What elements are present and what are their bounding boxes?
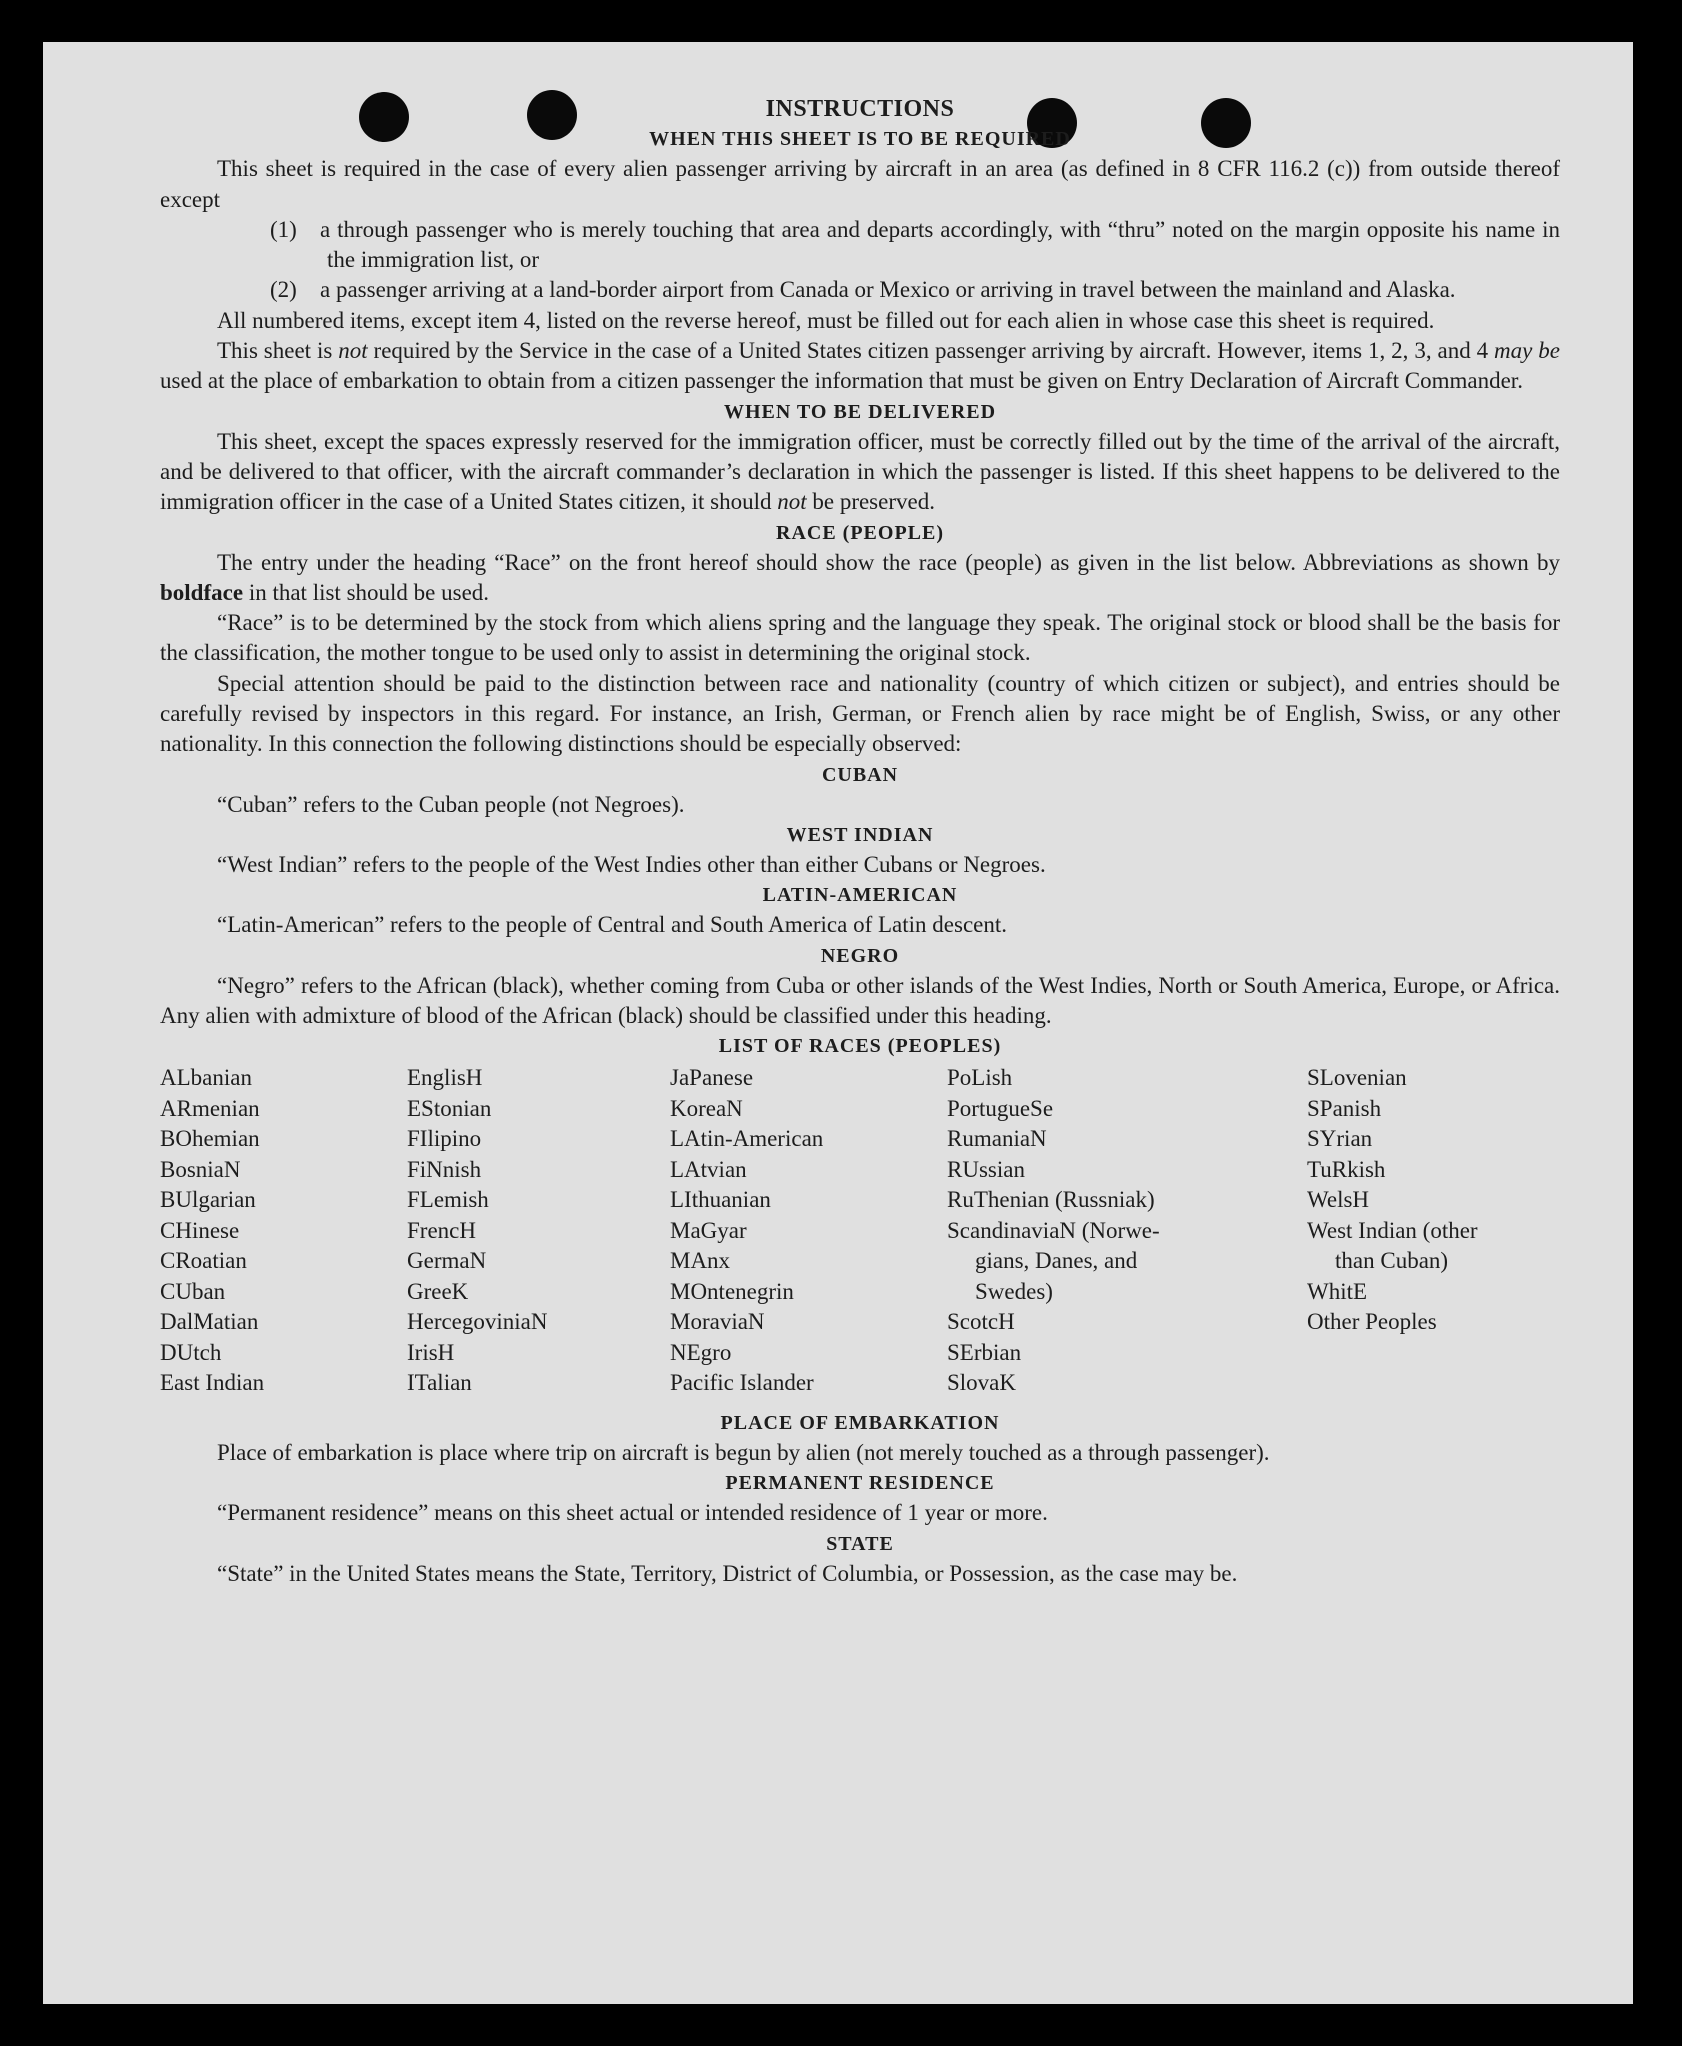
race-entry: Other Peoples — [1307, 1309, 1437, 1335]
race-entry: EStonian — [407, 1095, 492, 1121]
race-entry: GreeK — [407, 1278, 469, 1304]
section-heading-list-of-races: LIST OF RACES (PEOPLES) — [718, 1035, 1002, 1058]
race-entry: BosniaN — [160, 1156, 241, 1182]
race-entry: HercegoviniaN — [407, 1309, 548, 1335]
section-heading-cuban: CUBAN — [821, 763, 899, 786]
race-entry-continuation: gians, Danes, and — [975, 1248, 1138, 1274]
race-entry: FiNnish — [407, 1156, 482, 1182]
race-entry: LAtvian — [670, 1156, 747, 1182]
text-run: This sheet, except the spaces expressly reserved for the immigration officer, must be correctly filled out by the time of the arrival of the aircraft, and be delivered to that officer, with the aircraft commander’s declaration in which the passenger is listed. If this sheet happens to be delivered to the immigration officer in the case of a United States citizen, it should — [160, 428, 1560, 515]
section-heading-embarkation: PLACE OF EMBARKATION — [720, 1412, 1000, 1435]
item-text: a passenger arriving at a land-border airport from Canada or Mexico or arriving in travel between the mainland and Alaska. — [320, 277, 1456, 303]
race-entry: WhitE — [1307, 1278, 1368, 1304]
text-run: be preserved. — [806, 489, 935, 515]
race-entry: ITalian — [407, 1370, 472, 1396]
race-entry-continuation: Swedes) — [975, 1278, 1053, 1304]
text-run: required by the Service in the case of a United States citizen passenger arriving by aircraft. However, items 1, 2, 3, and 4 — [367, 338, 1495, 364]
section-heading-state: STATE — [826, 1532, 894, 1555]
race-entry: SYrian — [1307, 1126, 1373, 1152]
document-page — [43, 42, 1633, 2004]
race-entry: GermaN — [407, 1248, 487, 1274]
race-entry: RUssian — [947, 1156, 1025, 1182]
state-text: “State” in the United States means the State, Territory, District of Columbia, or Possession, as the case may be. — [217, 1560, 1238, 1586]
race-entry: ScotcH — [947, 1309, 1015, 1335]
race-entry: LIthuanian — [670, 1187, 771, 1213]
race-entry: IrisH — [407, 1339, 455, 1365]
race-entry-continuation: than Cuban) — [1335, 1248, 1449, 1274]
race-column-4 — [947, 1063, 1160, 1399]
text-run: The entry under the heading “Race” on the front hereof should show the race (people) as given in the list below. Abbreviations as shown by — [217, 549, 1560, 575]
race-entry: RumaniaN — [947, 1126, 1047, 1152]
race-entry: CHinese — [160, 1217, 240, 1243]
residence-text: “Permanent residence” means on this sheet actual or intended residence of 1 year or more. — [217, 1500, 1048, 1526]
race-column-5 — [1307, 1063, 1478, 1338]
cuban-text: “Cuban” refers to the Cuban people (not Negroes). — [217, 791, 685, 817]
text-run: in that list should be used. — [243, 579, 490, 605]
race-entry: SPanish — [1307, 1095, 1382, 1121]
race-column-2 — [407, 1063, 548, 1399]
race-para-1 — [160, 548, 1560, 609]
negro-text: “Negro” refers to the African (black), whether coming from Cuba or other islands of the West Indies, North or South America, Europe, or Africa. Any alien with admixture of blood of the African (black) should be classified under this heading. — [160, 972, 1560, 1028]
race-entry: FrencH — [407, 1217, 476, 1243]
race-entry: SLovenian — [1307, 1065, 1407, 1091]
race-entry: Pacific Islander — [670, 1370, 814, 1396]
embarkation-text: Place of embarkation is place where trip on aircraft is begun by alien (not merely touched as a through passenger). — [217, 1440, 1270, 1466]
section-heading-latin-american: LATIN-AMERICAN — [762, 884, 958, 907]
race-entry: East Indian — [160, 1370, 265, 1396]
race-entry: FIlipino — [407, 1126, 482, 1152]
race-entry: FLemish — [407, 1187, 489, 1213]
text-run: used at the place of embarkation to obtain from a citizen passenger the information that must be given on Entry Declaration of Aircraft Commander. — [160, 368, 1523, 394]
race-entry: PortugueSe — [947, 1095, 1054, 1121]
race-para-3: Special attention should be paid to the distinction between race and nationality (country of which citizen or subject), and entries should be carefully revised by inspectors in this regard. For instance, an Irish, German, or French alien by race might be of English, Swiss, or any other nationality. In this connection the following distinctions should be especially observed: — [160, 670, 1560, 757]
text-run: This sheet is — [217, 338, 339, 364]
section-heading-required: WHEN THIS SHEET IS TO BE REQUIRED — [649, 128, 1071, 151]
instructions-body — [160, 94, 1560, 1589]
race-entry: ScandinaviaN (Norwe- — [947, 1217, 1160, 1243]
race-entry: WelsH — [1307, 1187, 1370, 1213]
race-entry: BUlgarian — [160, 1187, 256, 1213]
race-entry: JaPanese — [670, 1065, 754, 1091]
race-entry: RuThenian (Russniak) — [947, 1187, 1155, 1213]
race-entry: ALbanian — [160, 1065, 252, 1091]
item-number: (1) — [270, 216, 297, 242]
delivered-text — [160, 427, 1560, 518]
race-entry: MoraviaN — [670, 1309, 765, 1335]
race-column-1 — [160, 1063, 264, 1399]
race-column-3 — [670, 1063, 823, 1399]
race-entry: MAnx — [670, 1248, 731, 1274]
item-number: (2) — [270, 277, 297, 303]
race-entry: CRoatian — [160, 1248, 247, 1274]
race-entry: SErbian — [947, 1339, 1022, 1365]
race-entry: DUtch — [160, 1339, 222, 1365]
race-entry: TuRkish — [1307, 1156, 1386, 1182]
race-entry: DalMatian — [160, 1309, 259, 1335]
race-entry: NEgro — [670, 1339, 732, 1365]
race-entry: LAtin-American — [670, 1126, 824, 1152]
section-heading-race: RACE (PEOPLE) — [776, 521, 944, 544]
emphasis: not — [777, 489, 807, 515]
required-para-2: All numbered items, except item 4, listed on the reverse hereof, must be filled out for each alien in whose case this sheet is required. — [217, 307, 1435, 333]
emphasis: not — [338, 338, 368, 364]
race-list — [160, 1063, 1560, 1408]
race-entry: KoreaN — [670, 1095, 743, 1121]
race-entry: ARmenian — [160, 1095, 260, 1121]
race-entry: BOhemian — [160, 1126, 260, 1152]
race-entry: MOntenegrin — [670, 1278, 794, 1304]
emphasis: may be — [1494, 338, 1560, 364]
exception-item-1 — [160, 215, 1560, 276]
race-para-2: “Race” is to be determined by the stock from which aliens spring and the language they speak. The original stock or blood shall be the basis for the classification, the mother tongue to be used only to assist in determining the original stock. — [160, 610, 1560, 666]
race-entry: MaGyar — [670, 1217, 747, 1243]
race-entry: West Indian (other — [1307, 1217, 1478, 1243]
latin-american-text: “Latin-American” refers to the people of Central and South America of Latin descent. — [217, 912, 1007, 938]
bold-text: boldface — [160, 579, 244, 605]
required-para-3 — [160, 336, 1560, 397]
race-entry: CUban — [160, 1278, 226, 1304]
section-heading-negro: NEGRO — [820, 944, 900, 967]
required-intro: This sheet is required in the case of every alien passenger arriving by aircraft in an area (as defined in 8 CFR 116.2 (c)) from outside thereof except — [160, 156, 1560, 212]
race-entry: PoLish — [947, 1065, 1013, 1091]
race-entry: SlovaK — [947, 1370, 1016, 1396]
section-heading-delivered: WHEN TO BE DELIVERED — [723, 400, 997, 423]
exception-item-2 — [160, 275, 1560, 305]
item-text: a through passenger who is merely touching that area and departs accordingly, with “thru” noted on the margin opposite his name in the immigration list, or — [320, 216, 1560, 273]
section-heading-west-indian: WEST INDIAN — [786, 823, 934, 846]
page-title: INSTRUCTIONS — [765, 96, 955, 122]
race-entry: EnglisH — [407, 1065, 483, 1091]
section-heading-residence: PERMANENT RESIDENCE — [725, 1472, 995, 1495]
west-indian-text: “West Indian” refers to the people of the West Indies other than either Cubans or Negroes. — [217, 851, 1046, 877]
